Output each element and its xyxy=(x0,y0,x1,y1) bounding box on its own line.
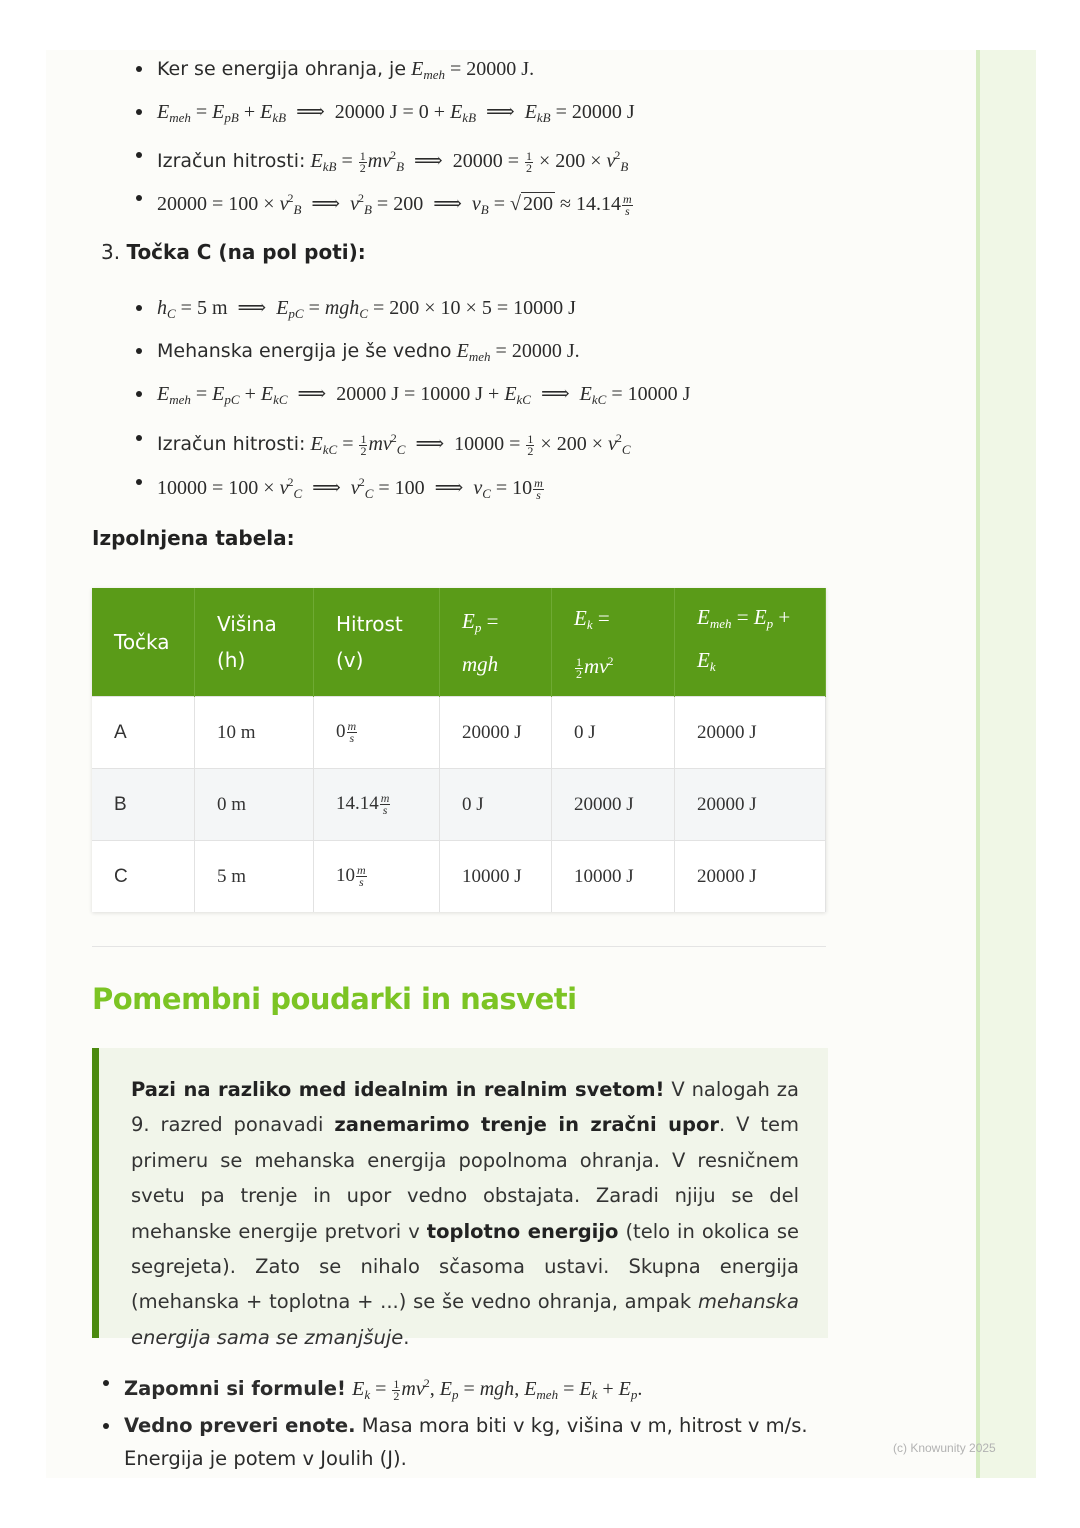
cell-ek: 20000 J xyxy=(552,769,675,841)
col-header-height: Višina (h) xyxy=(195,588,314,697)
table-label: Izpolnjena tabela: xyxy=(92,526,295,550)
right-sidebar-strip xyxy=(976,50,1036,1478)
cell-ek: 10000 J xyxy=(552,841,675,913)
list-item: $E_{meh} = E_{pB} + E_{kB}$ ⟹ 20000 $J = 0 + E_{kB}$ ⟹ $E_{kB} = 20000$ J xyxy=(157,98,635,132)
cell-point: C xyxy=(92,841,195,913)
col-header-emeh: $E_{meh} = E_p$ + $E_k$ xyxy=(675,588,826,697)
col-header-speed: Hitrost (v) xyxy=(314,588,440,697)
col-header-point: Točka xyxy=(92,588,195,697)
section-divider xyxy=(92,946,826,947)
cell-ep: 0 J xyxy=(440,769,552,841)
copyright-text: (c) Knowunity 2025 xyxy=(893,1441,996,1455)
list-item: $h_C = 5$ m ⟹ $E_{pC} = mgh_C = 200 \times 10 \times 5 = 10000$ J xyxy=(157,294,576,328)
cell-point: A xyxy=(92,697,195,769)
cell-emeh: 20000 J xyxy=(675,841,826,913)
cell-height: 5 m xyxy=(195,841,314,913)
list-item: Vedno preveri enote. Masa mora biti v kg, višina v m, hitrost v m/s. xyxy=(124,1412,808,1440)
cell-speed: 0 $\frac{m}{s}$ xyxy=(314,697,440,769)
point-c-heading: 3. Točka C (na pol poti): xyxy=(101,240,366,264)
list-item: Izračun hitrosti: $E_{kB}$ = $\frac{1}{2}$ $mv^2_B$ ⟹ 20000 = $\frac{1}{2}$ × $200 \times v^2_B$ xyxy=(157,141,628,181)
list-item: Izračun hitrosti: $E_{kC}$ = $\frac{1}{2}$ $mv^2_C$ ⟹ 10000 = $\frac{1}{2}$ × $200 \times v^2_C$ xyxy=(157,424,631,464)
cell-emeh: 20000 J xyxy=(675,697,826,769)
cell-emeh: 20000 J xyxy=(675,769,826,841)
list-item: $E_{meh} = E_{pC} + E_{kC}$ ⟹ 20000 J = 10000 $J + E_{kC}$ ⟹ $E_{kC} = 10000$ J xyxy=(157,380,690,414)
callout-text: Pazi na razliko med idealnim in realnim svetom! V nalogah za 9. razred ponavadi zanemarimo trenje in zračni upor. V tem primeru se mehanska energija popolnoma ohranja. V resničnem svetu pa trenje in upor vedno obstajata. Zaradi njiju se del mehanske energije pretvori v toplotno energijo (telo in okolica se segrejeta). Zato se nihalo sčasoma ustavi. Skupna energija (mehanska + toplotna + ...) se še vedno ohranja, ampak mehanska energija sama se zmanjšuje. xyxy=(131,1078,799,1349)
list-item: $20000 = 100 \times v^2_B$ ⟹ $v^2_B = 200$ ⟹ $v_B$ = √ 200 ≈ 14.14 $\frac{m}{s}$ xyxy=(157,184,634,224)
cell-height: 10 m xyxy=(195,697,314,769)
cell-ek: 0 J xyxy=(552,697,675,769)
col-header-ep: $E_p$ = mgh xyxy=(440,588,552,697)
table-row xyxy=(92,769,826,841)
list-item: Ker se energija ohranja, je $E_{meh} = 20000$ J. xyxy=(157,55,534,89)
cell-speed: 10 $\frac{m}{s}$ xyxy=(314,841,440,913)
tips-heading: Pomembni poudarki in nasveti xyxy=(92,982,577,1016)
list-item: $10000 = 100 \times v^2_C$ ⟹ $v^2_C = 100$ ⟹ $v_C = 10$ $\frac{m}{s}$ xyxy=(157,468,545,508)
table-row xyxy=(92,841,826,913)
list-item: Mehanska energija je še vedno $E_{meh} = 20000$ J. xyxy=(157,337,580,371)
cell-ep: 10000 J xyxy=(440,841,552,913)
col-header-ek: $E_k$ = $\frac{1}{2}$ $mv^2$ xyxy=(552,588,675,697)
cell-ep: 20000 J xyxy=(440,697,552,769)
cell-point: B xyxy=(92,769,195,841)
list-item-continuation: Energija je potem v Joulih (J). xyxy=(124,1447,407,1470)
cell-height: 0 m xyxy=(195,769,314,841)
tip-callout xyxy=(92,1048,828,1349)
table-header-row xyxy=(92,588,826,697)
list-item: Zapomni si formule! $E_k$ = $\frac{1}{2}$ $mv^2$, $E_p$ = mgh, $E_{meh} = E_k + E_p$. xyxy=(124,1369,642,1409)
cell-speed: 14.14 $\frac{m}{s}$ xyxy=(314,769,440,841)
energy-table xyxy=(92,588,826,912)
table-row xyxy=(92,697,826,769)
